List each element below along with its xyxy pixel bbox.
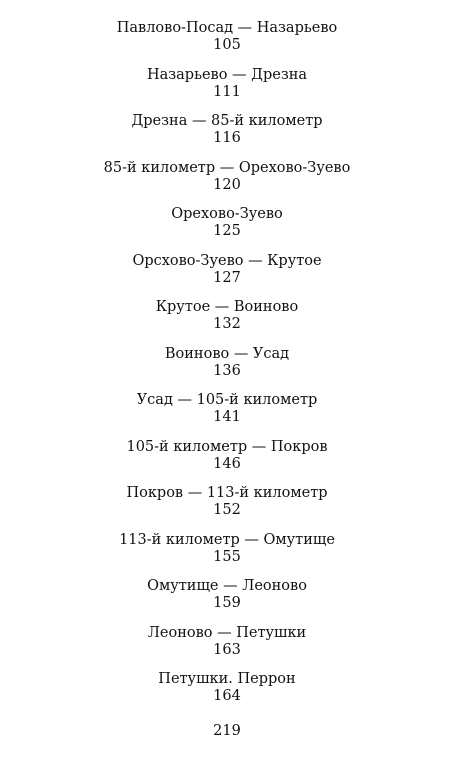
toc-entry xyxy=(0,206,454,253)
entry-page-number: 155 xyxy=(213,548,241,565)
toc-entry xyxy=(0,439,454,486)
entry-title: 85-й километр — Орехово-Зуево xyxy=(103,159,351,176)
entry-page-number: 141 xyxy=(213,409,241,425)
entry-page-number: 105 xyxy=(213,37,241,53)
entry-title: Омутище — Леоново xyxy=(147,578,307,594)
entry-page-number: 163 xyxy=(213,641,241,658)
toc-entry xyxy=(0,671,454,718)
entry-page-number: 127 xyxy=(213,269,241,286)
entry-title: Павлово-Посад — Назарьево xyxy=(116,20,338,36)
entry-title: Воиново — Усад xyxy=(164,345,290,362)
entry-title: Орехово-Зуево xyxy=(171,206,283,222)
entry-page-number: 159 xyxy=(213,595,241,611)
toc-entry xyxy=(0,253,454,300)
toc-entry xyxy=(0,346,454,393)
toc-entry xyxy=(0,532,454,579)
toc-entry xyxy=(0,392,454,439)
entry-title: Дрезна — 85-й километр xyxy=(131,113,323,129)
entry-page-number: 125 xyxy=(213,223,241,239)
page-folio-number: 219 xyxy=(213,723,241,739)
entry-page-number: 152 xyxy=(213,502,241,518)
entry-title: Петушки. Перрон xyxy=(158,671,296,687)
toc-entry xyxy=(0,485,454,532)
entry-title: Орсхово-Зуево — Крутое xyxy=(132,252,322,269)
toc-entry xyxy=(0,20,454,67)
toc-entry xyxy=(0,578,454,625)
entry-title: Крутое — Воиново xyxy=(155,299,299,315)
entry-title: Усад — 105-й километр xyxy=(136,392,318,408)
entry-title: 113-й километр — Омутище xyxy=(119,531,335,548)
entry-page-number: 164 xyxy=(213,688,241,704)
entry-title: Назарьево — Дрезна xyxy=(146,66,308,83)
entry-page-number: 111 xyxy=(213,83,241,100)
entry-page-number: 116 xyxy=(213,130,241,146)
toc-entry xyxy=(0,160,454,207)
toc-entry xyxy=(0,625,454,672)
entry-title: Покров — 113-й километр xyxy=(126,485,328,501)
entry-page-number: 132 xyxy=(213,316,241,332)
toc-entry xyxy=(0,67,454,114)
entry-title: 105-й километр — Покров xyxy=(126,438,328,455)
entry-page-number: 120 xyxy=(213,176,241,193)
toc-entry xyxy=(0,113,454,160)
table-of-contents xyxy=(0,20,454,718)
toc-entry xyxy=(0,299,454,346)
entry-page-number: 136 xyxy=(213,362,241,379)
entry-title: Леоново — Петушки xyxy=(147,624,307,641)
entry-page-number: 146 xyxy=(213,455,241,472)
